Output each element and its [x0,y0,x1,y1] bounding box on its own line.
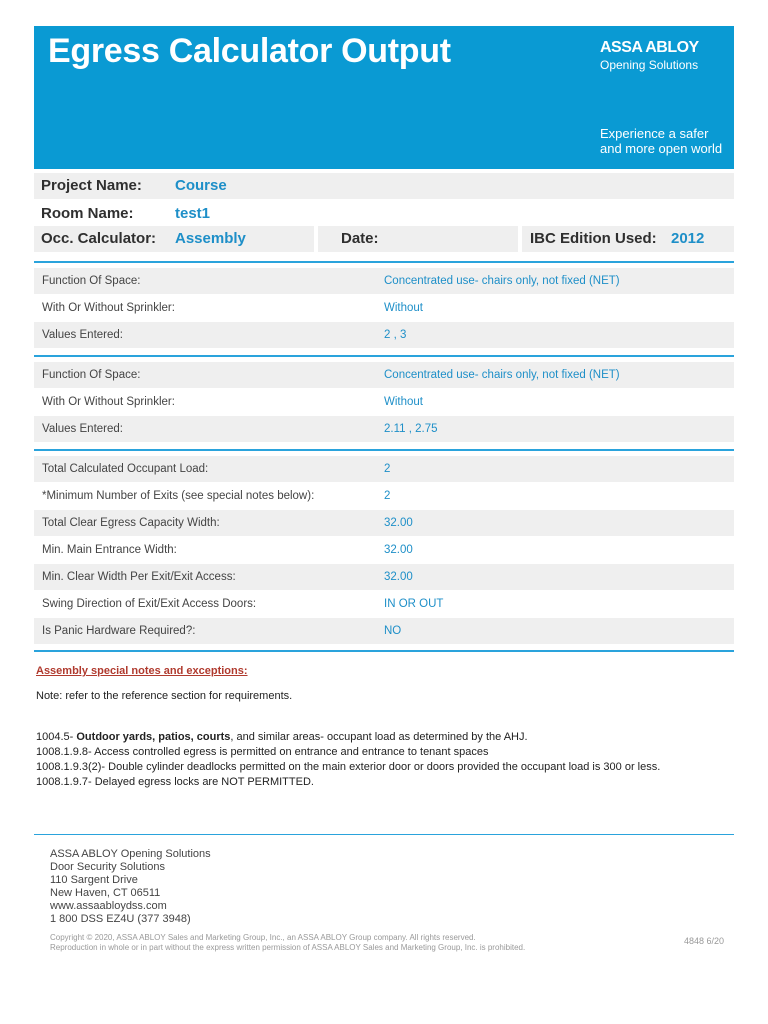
code-note: 1008.1.9.7- Delayed egress locks are NOT PERMITTED. [36,776,314,788]
row-label: Function Of Space: [42,275,141,287]
code-notes [36,730,660,790]
table-row [34,537,734,563]
tagline [600,126,740,156]
ibc-edition-cell [522,226,734,252]
row-label: Is Panic Hardware Required?: [42,625,196,637]
ibc-edition-label: IBC Edition Used: [530,230,657,247]
table-row [34,618,734,644]
row-value: NO [384,625,402,637]
row-value: Concentrated use- chairs only, not fixed (NET) [384,369,620,381]
date-label: Date: [341,230,379,247]
ibc-edition-value: 2012 [671,230,705,247]
footer-divider [34,834,734,835]
project-name-row [34,173,734,199]
row-label: Min. Main Entrance Width: [42,544,177,556]
table-row [34,456,734,482]
section-divider [34,650,734,652]
row-value: Without [384,302,423,314]
row-label: Min. Clear Width Per Exit/Exit Access: [42,571,236,583]
page-title: Egress Calculator Output [48,32,451,70]
table-row [34,268,734,294]
row-value: 2 , 3 [384,329,407,341]
website-link[interactable]: www.assaabloydss.com [50,900,167,912]
reference-note: Note: refer to the reference section for requirements. [36,690,293,702]
table-row [34,295,734,321]
room-name-row [34,201,734,227]
table-row [34,416,734,442]
row-label: Total Clear Egress Capacity Width: [42,517,220,529]
row-label: With Or Without Sprinkler: [42,396,175,408]
row-label: With Or Without Sprinkler: [42,302,175,314]
section-divider [34,355,734,357]
code-note: 1008.1.9.3(2)- Double cylinder deadlocks permitted on the main exterior door or doors provided the occupant load is 300 or less. [36,761,661,773]
table-row [34,591,734,617]
brand-name: ASSA ABLOY [600,39,699,56]
brand-subtitle: Opening Solutions [600,58,699,72]
footer-address: ASSA ABLOY Opening Solutions Door Security Solutions 110 Sargent Drive New Haven, CT 06511 www.assaabloydss.com 1 800 DSS EZ4U (377 3948) [50,848,211,925]
header-banner [34,26,734,169]
row-label: Total Calculated Occupant Load: [42,463,209,475]
table-row [34,564,734,590]
table-row [34,510,734,536]
row-value: 2 [384,463,391,475]
row-value: 2.11 , 2.75 [384,423,438,435]
project-name-label: Project Name: [41,177,142,194]
code-note: 1008.1.9.8- Access controlled egress is permitted on entrance and entrance to tenant spaces [36,746,489,758]
tagline-line-2: and more open world [600,141,723,156]
row-value: Without [384,396,423,408]
table-row [34,362,734,388]
row-value: 32.00 [384,517,413,529]
row-label: Values Entered: [42,423,123,435]
row-label: Values Entered: [42,329,123,341]
row-value: 2 [384,490,391,502]
room-name-label: Room Name: [41,205,134,222]
form-number: 4848 6/20 [684,936,725,946]
row-label: Function Of Space: [42,369,141,381]
room-name-value: test1 [175,205,211,222]
occ-calculator-value: Assembly [175,230,246,247]
section-divider [34,449,734,451]
phone-number: 1 800 DSS EZ4U (377 3948) [50,913,191,925]
table-row [34,483,734,509]
brand-logo [600,39,699,72]
occ-calculator-label: Occ. Calculator: [41,230,157,247]
occ-calculator-cell [34,226,314,252]
section-divider [34,261,734,263]
table-row [34,322,734,348]
row-value: 32.00 [384,571,413,583]
project-name-value: Course [175,177,227,194]
tagline-line-1: Experience a safer [600,126,709,141]
row-label: Swing Direction of Exit/Exit Access Doors: [42,598,257,610]
row-value: 32.00 [384,544,413,556]
date-cell [318,226,518,252]
special-notes-title: Assembly special notes and exceptions: [36,665,248,677]
table-row [34,389,734,415]
row-value: IN OR OUT [384,598,444,610]
copyright-notice: Copyright © 2020, ASSA ABLOY Sales and Marketing Group, Inc., an ASSA ABLOY Group company. All rights reserved. Reproduction in whole or in part without the express written permission of ASSA ABLOY Sales and Marketing Group, Inc. is prohibited. [50,933,526,952]
row-value: Concentrated use- chairs only, not fixed (NET) [384,275,620,287]
row-label: *Minimum Number of Exits (see special notes below): [42,490,315,502]
code-note: 1004.5- Outdoor yards, patios, courts, and similar areas- occupant load as determined by the AHJ. [36,731,528,743]
